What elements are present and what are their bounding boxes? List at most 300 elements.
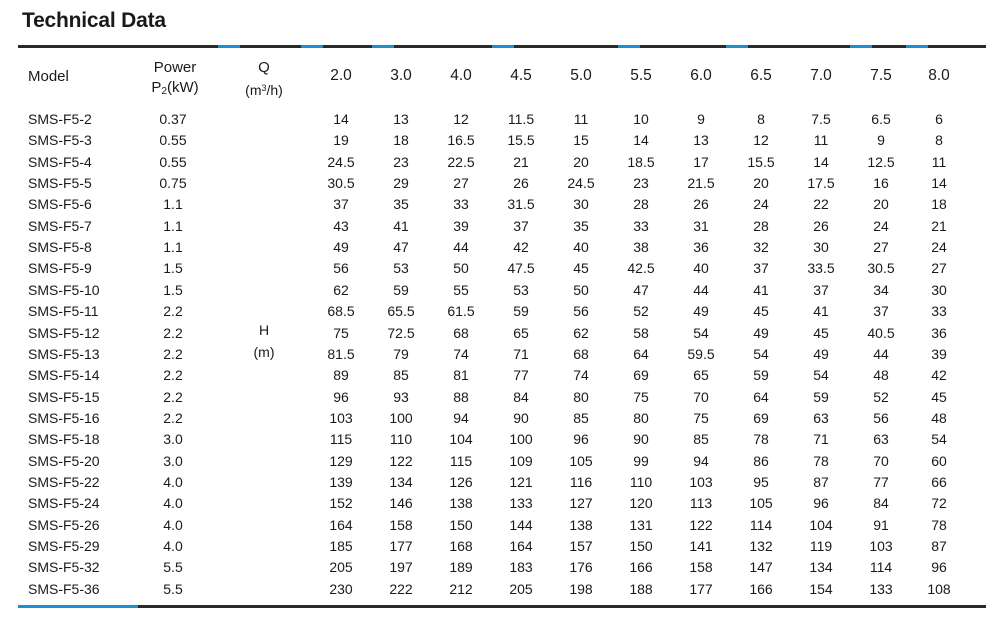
head-cell: 94 <box>693 452 709 469</box>
head-cell: 27 <box>453 175 469 192</box>
head-cell: 168 <box>449 538 473 554</box>
head-cell: 80 <box>573 388 589 405</box>
head-cell: 26 <box>813 217 829 234</box>
power-cell: 1.1 <box>163 196 183 213</box>
head-cell: 126 <box>449 473 473 490</box>
head-cell: 50 <box>453 260 469 277</box>
head-cell: 43 <box>333 217 349 234</box>
head-cell: 146 <box>389 495 413 512</box>
head-cell: 35 <box>573 217 589 234</box>
head-label-unit: (m) <box>253 344 275 360</box>
head-cell: 54 <box>693 324 709 341</box>
head-cell: 33 <box>931 303 947 320</box>
flow-header-value: 6.5 <box>750 67 772 84</box>
model-cell: SMS-F5-11 <box>28 303 99 320</box>
head-cell: 44 <box>873 345 889 362</box>
head-cell: 21 <box>513 153 529 170</box>
head-cell: 69 <box>633 367 649 384</box>
head-cell: 120 <box>629 495 653 512</box>
head-cell: 62 <box>333 281 349 298</box>
head-cell: 96 <box>813 495 829 512</box>
head-cell: 54 <box>931 431 947 448</box>
head-cell: 6.5 <box>871 111 891 127</box>
head-cell: 78 <box>931 516 947 533</box>
power-cell: 4.0 <box>163 473 183 490</box>
head-cell: 164 <box>329 516 353 533</box>
head-cell: 11 <box>931 153 947 170</box>
flow-header-line2: $(m^3/h)$ <box>245 82 283 98</box>
head-cell: 71 <box>513 345 529 362</box>
head-cell: 157 <box>569 538 593 554</box>
head-cell: 40.5 <box>867 324 895 341</box>
head-cell: 144 <box>509 516 533 533</box>
head-cell: 59 <box>753 367 769 384</box>
head-cell: 75 <box>693 409 709 426</box>
head-cell: 121 <box>509 473 533 490</box>
head-cell: 48 <box>931 409 947 426</box>
accent-mark <box>850 45 872 48</box>
model-cell: SMS-F5-10 <box>28 281 100 298</box>
head-cell: 84 <box>873 495 889 512</box>
head-cell: 65 <box>693 367 709 384</box>
head-cell: 8 <box>757 111 765 127</box>
head-cell: 27 <box>931 260 947 277</box>
head-cell: 47 <box>633 281 649 298</box>
head-cell: 59 <box>513 303 529 320</box>
head-cell: 90 <box>513 409 529 426</box>
head-cell: 61.5 <box>447 303 475 320</box>
power-cell: 5.5 <box>163 559 183 576</box>
head-cell: 34 <box>873 281 889 298</box>
head-cell: 158 <box>689 559 713 576</box>
head-cell: 188 <box>629 580 653 597</box>
head-cell: 96 <box>573 431 589 448</box>
head-cell: 41 <box>813 303 829 320</box>
head-cell: 12 <box>453 111 469 127</box>
head-cell: 22 <box>813 196 829 213</box>
head-cell: 132 <box>749 538 773 554</box>
head-cell: 68.5 <box>327 303 355 320</box>
head-cell: 198 <box>569 580 593 597</box>
head-cell: 122 <box>389 452 413 469</box>
flow-header-value: 8.0 <box>928 67 950 84</box>
power-cell: 0.37 <box>159 111 187 127</box>
head-cell: 22.5 <box>447 153 475 170</box>
head-cell: 205 <box>329 559 353 576</box>
head-cell: 78 <box>753 431 769 448</box>
head-cell: 20 <box>753 175 769 192</box>
head-cell: 127 <box>569 495 593 512</box>
head-cell: 15.5 <box>747 153 775 170</box>
flow-header-value: 5.5 <box>630 67 652 84</box>
head-cell: 14 <box>333 111 349 127</box>
head-cell: 49 <box>333 239 349 256</box>
head-cell: 24 <box>873 217 889 234</box>
model-cell: SMS-F5-5 <box>28 175 92 192</box>
head-cell: 166 <box>749 580 773 597</box>
head-cell: 166 <box>629 559 653 576</box>
head-cell: 53 <box>513 281 529 298</box>
head-cell: 49 <box>813 345 829 362</box>
head-cell: 24.5 <box>327 153 355 170</box>
head-cell: 110 <box>629 473 653 490</box>
head-cell: 103 <box>689 473 713 490</box>
head-cell: 158 <box>389 516 413 533</box>
flow-header-value: 2.0 <box>330 67 352 84</box>
head-cell: 96 <box>931 559 947 576</box>
head-cell: 23 <box>393 153 409 170</box>
head-cell: 32 <box>753 239 769 256</box>
head-cell: 66 <box>931 473 947 490</box>
head-cell: 24 <box>753 196 769 213</box>
head-cell: 64 <box>753 388 769 405</box>
power-cell: 1.5 <box>163 281 183 298</box>
head-cell: 37 <box>333 196 349 213</box>
head-cell: 42 <box>931 367 947 384</box>
model-cell: SMS-F5-12 <box>28 324 100 341</box>
accent-mark <box>18 605 138 608</box>
head-cell: 212 <box>449 580 473 597</box>
head-cell: 100 <box>509 431 533 448</box>
power-cell: 2.2 <box>163 345 183 362</box>
power-cell: 0.55 <box>159 132 187 149</box>
model-cell: SMS-F5-32 <box>28 559 100 576</box>
head-cell: 6 <box>935 111 943 127</box>
head-cell: 45 <box>573 260 589 277</box>
head-cell: 81 <box>453 367 469 384</box>
head-cell: 70 <box>873 452 889 469</box>
head-cell: 17.5 <box>807 175 835 192</box>
model-cell: SMS-F5-18 <box>28 431 100 448</box>
head-cell: 150 <box>449 516 473 533</box>
head-cell: 91 <box>873 516 889 533</box>
head-cell: 37 <box>513 217 529 234</box>
head-cell: 205 <box>509 580 533 597</box>
head-cell: 68 <box>573 345 589 362</box>
head-cell: 100 <box>389 409 413 426</box>
head-cell: 28 <box>633 196 649 213</box>
model-cell: SMS-F5-2 <box>28 111 92 127</box>
power-cell: 0.55 <box>159 153 187 170</box>
head-cell: 30.5 <box>327 175 355 192</box>
head-cell: 65.5 <box>387 303 415 320</box>
model-cell: SMS-F5-29 <box>28 538 100 554</box>
head-cell: 176 <box>569 559 593 576</box>
head-cell: 72 <box>931 495 947 512</box>
head-cell: 60 <box>931 452 947 469</box>
head-cell: 41 <box>393 217 409 234</box>
model-cell: SMS-F5-14 <box>28 367 100 384</box>
head-cell: 96 <box>333 388 349 405</box>
head-cell: 41 <box>753 281 769 298</box>
head-cell: 13 <box>693 132 709 149</box>
model-cell: SMS-F5-13 <box>28 345 100 362</box>
head-cell: 133 <box>509 495 533 512</box>
head-cell: 56 <box>573 303 589 320</box>
page-title: Technical Data <box>22 9 166 32</box>
head-cell: 31.5 <box>507 196 535 213</box>
head-cell: 62 <box>573 324 589 341</box>
power-cell: 0.75 <box>159 175 187 192</box>
power-cell: 2.2 <box>163 324 183 341</box>
head-cell: 39 <box>453 217 469 234</box>
head-cell: 114 <box>749 516 773 533</box>
accent-mark <box>218 45 240 48</box>
head-cell: 44 <box>453 239 469 256</box>
head-cell: 80 <box>633 409 649 426</box>
power-cell: 3.0 <box>163 431 183 448</box>
head-cell: 74 <box>573 367 589 384</box>
head-cell: 154 <box>809 580 833 597</box>
head-cell: 177 <box>389 538 413 554</box>
head-cell: 52 <box>633 303 649 320</box>
head-cell: 31 <box>693 217 709 234</box>
accent-mark <box>492 45 514 48</box>
head-cell: 119 <box>809 538 833 554</box>
head-cell: 54 <box>753 345 769 362</box>
head-cell: 36 <box>931 324 947 341</box>
head-cell: 77 <box>513 367 529 384</box>
head-cell: 152 <box>329 495 353 512</box>
head-cell: 20 <box>573 153 589 170</box>
head-cell: 81.5 <box>327 345 355 362</box>
head-cell: 47.5 <box>507 260 535 277</box>
head-cell: 189 <box>449 559 473 576</box>
head-cell: 64 <box>633 345 649 362</box>
flow-header-line1: Q <box>258 59 270 76</box>
head-cell: 85 <box>573 409 589 426</box>
model-cell: SMS-F5-24 <box>28 495 100 512</box>
accent-mark <box>618 45 640 48</box>
head-cell: 16.5 <box>447 132 475 149</box>
head-cell: 47 <box>393 239 409 256</box>
model-cell: SMS-F5-15 <box>28 388 100 405</box>
head-cell: 177 <box>689 580 713 597</box>
head-cell: 42.5 <box>627 260 655 277</box>
head-cell: 48 <box>873 367 889 384</box>
head-cell: 20 <box>873 196 889 213</box>
head-cell: 85 <box>693 431 709 448</box>
head-cell: 131 <box>629 516 653 533</box>
head-cell: 86 <box>753 452 769 469</box>
head-cell: 230 <box>329 580 353 597</box>
head-cell: 16 <box>873 175 889 192</box>
power-cell: 1.5 <box>163 260 183 277</box>
head-cell: 108 <box>927 580 951 597</box>
head-cell: 55 <box>453 281 469 298</box>
head-cell: 65 <box>513 324 529 341</box>
head-cell: 79 <box>393 345 409 362</box>
power-header <box>130 58 220 102</box>
head-cell: 109 <box>509 452 533 469</box>
head-cell: 56 <box>333 260 349 277</box>
head-cell: 115 <box>449 452 473 469</box>
head-cell: 14 <box>813 153 829 170</box>
head-cell: 27 <box>873 239 889 256</box>
head-cell: 138 <box>569 516 593 533</box>
head-cell: 21.5 <box>687 175 715 192</box>
head-cell: 114 <box>869 559 893 576</box>
head-cell: 30.5 <box>867 260 895 277</box>
head-cell: 40 <box>693 260 709 277</box>
power-cell: 1.1 <box>163 217 183 234</box>
head-cell: 99 <box>633 452 649 469</box>
head-cell: 54 <box>813 367 829 384</box>
model-cell: SMS-F5-4 <box>28 153 92 170</box>
head-cell: 24.5 <box>567 175 595 192</box>
head-cell: 23 <box>633 175 649 192</box>
head-cell: 24 <box>931 239 947 256</box>
head-cell: 134 <box>809 559 833 576</box>
flow-header-value: 4.5 <box>510 67 532 84</box>
accent-mark <box>301 45 323 48</box>
power-cell: 2.2 <box>163 409 183 426</box>
flow-header-value: 5.0 <box>570 67 592 84</box>
head-cell: 138 <box>449 495 473 512</box>
head-cell: 105 <box>749 495 773 512</box>
flow-header-value: 6.0 <box>690 67 712 84</box>
power-cell: 4.0 <box>163 495 183 512</box>
head-cell: 59.5 <box>687 345 715 362</box>
head-cell: 110 <box>389 431 413 448</box>
head-cell: 103 <box>869 538 893 554</box>
head-cell: 89 <box>333 367 349 384</box>
head-cell: 33 <box>453 196 469 213</box>
head-cell: 94 <box>453 409 469 426</box>
head-cell: 87 <box>813 473 829 490</box>
head-cell: 93 <box>393 388 409 405</box>
flow-header-value: 4.0 <box>450 67 472 84</box>
head-cell: 84 <box>513 388 529 405</box>
model-cell: SMS-F5-16 <box>28 409 100 426</box>
model-cell: SMS-F5-3 <box>28 132 92 149</box>
head-cell: 9 <box>877 132 885 149</box>
head-cell: 77 <box>873 473 889 490</box>
accent-mark <box>372 45 394 48</box>
head-cell: 222 <box>389 580 413 597</box>
head-cell: 49 <box>753 324 769 341</box>
head-cell: 12 <box>753 132 769 149</box>
head-cell: 30 <box>931 281 947 298</box>
head-cell: 185 <box>329 538 353 554</box>
head-cell: 14 <box>633 132 649 149</box>
flow-header-value: 7.0 <box>810 67 832 84</box>
head-label <box>234 319 294 363</box>
head-cell: 13 <box>393 111 409 127</box>
head-cell: 18 <box>931 196 947 213</box>
head-cell: 10 <box>633 111 649 127</box>
flow-header <box>224 58 304 100</box>
accent-mark <box>906 45 928 48</box>
head-cell: 63 <box>873 431 889 448</box>
head-cell: 68 <box>453 324 469 341</box>
head-cell: 42 <box>513 239 529 256</box>
head-cell: 115 <box>329 431 353 448</box>
model-cell: SMS-F5-7 <box>28 217 92 234</box>
head-cell: 56 <box>873 409 889 426</box>
head-cell: 103 <box>329 409 353 426</box>
head-cell: 35 <box>393 196 409 213</box>
head-cell: 104 <box>449 431 473 448</box>
head-cell: 45 <box>931 388 947 405</box>
power-cell: 4.0 <box>163 538 183 554</box>
head-cell: 150 <box>629 538 653 554</box>
head-cell: 44 <box>693 281 709 298</box>
head-cell: 141 <box>689 538 713 554</box>
head-cell: 40 <box>573 239 589 256</box>
power-cell: 4.0 <box>163 516 183 533</box>
head-cell: 139 <box>329 473 353 490</box>
head-cell: 75 <box>333 324 349 341</box>
head-cell: 21 <box>931 217 947 234</box>
model-cell: SMS-F5-8 <box>28 239 92 256</box>
power-header-line2: $P_2(kW)$ <box>151 79 199 97</box>
head-cell: 53 <box>393 260 409 277</box>
head-cell: 7.5 <box>811 111 831 127</box>
table-bottom-rule <box>18 605 986 608</box>
power-cell: 1.1 <box>163 239 183 256</box>
head-cell: 49 <box>693 303 709 320</box>
head-cell: 15 <box>573 132 589 149</box>
head-cell: 33.5 <box>807 260 835 277</box>
head-cell: 39 <box>931 345 947 362</box>
head-cell: 11 <box>573 111 589 127</box>
model-cell: SMS-F5-20 <box>28 452 100 469</box>
model-cell: SMS-F5-26 <box>28 516 100 533</box>
flow-header-value: 7.5 <box>870 67 892 84</box>
model-header: Model <box>28 68 69 85</box>
head-cell: 78 <box>813 452 829 469</box>
head-cell: 59 <box>813 388 829 405</box>
model-cell: SMS-F5-22 <box>28 473 100 490</box>
head-cell: 104 <box>809 516 833 533</box>
head-cell: 113 <box>689 495 713 512</box>
head-cell: 88 <box>453 388 469 405</box>
power-cell: 2.2 <box>163 388 183 405</box>
head-cell: 105 <box>569 452 593 469</box>
head-cell: 12.5 <box>867 153 895 170</box>
head-cell: 74 <box>453 345 469 362</box>
head-cell: 129 <box>329 452 353 469</box>
head-cell: 37 <box>873 303 889 320</box>
head-cell: 75 <box>633 388 649 405</box>
head-cell: 85 <box>393 367 409 384</box>
head-cell: 71 <box>813 431 829 448</box>
head-cell: 134 <box>389 473 413 490</box>
head-cell: 52 <box>873 388 889 405</box>
power-header-line1: Power <box>153 59 197 76</box>
power-cell: 2.2 <box>163 303 183 320</box>
accent-mark <box>726 45 748 48</box>
head-cell: 116 <box>569 473 593 490</box>
head-cell: 133 <box>869 580 893 597</box>
head-cell: 90 <box>633 431 649 448</box>
head-cell: 72.5 <box>387 324 415 341</box>
head-cell: 183 <box>509 559 533 576</box>
head-cell: 197 <box>389 559 413 576</box>
head-cell: 164 <box>509 538 533 554</box>
head-cell: 33 <box>633 217 649 234</box>
table-top-rule <box>18 45 986 48</box>
power-cell: 3.0 <box>163 452 183 469</box>
flow-header-value: 3.0 <box>390 67 412 84</box>
head-cell: 30 <box>573 196 589 213</box>
head-cell: 28 <box>753 217 769 234</box>
head-cell: 147 <box>749 559 773 576</box>
power-cell: 2.2 <box>163 367 183 384</box>
head-cell: 11.5 <box>507 111 535 127</box>
head-cell: 8 <box>935 132 943 149</box>
